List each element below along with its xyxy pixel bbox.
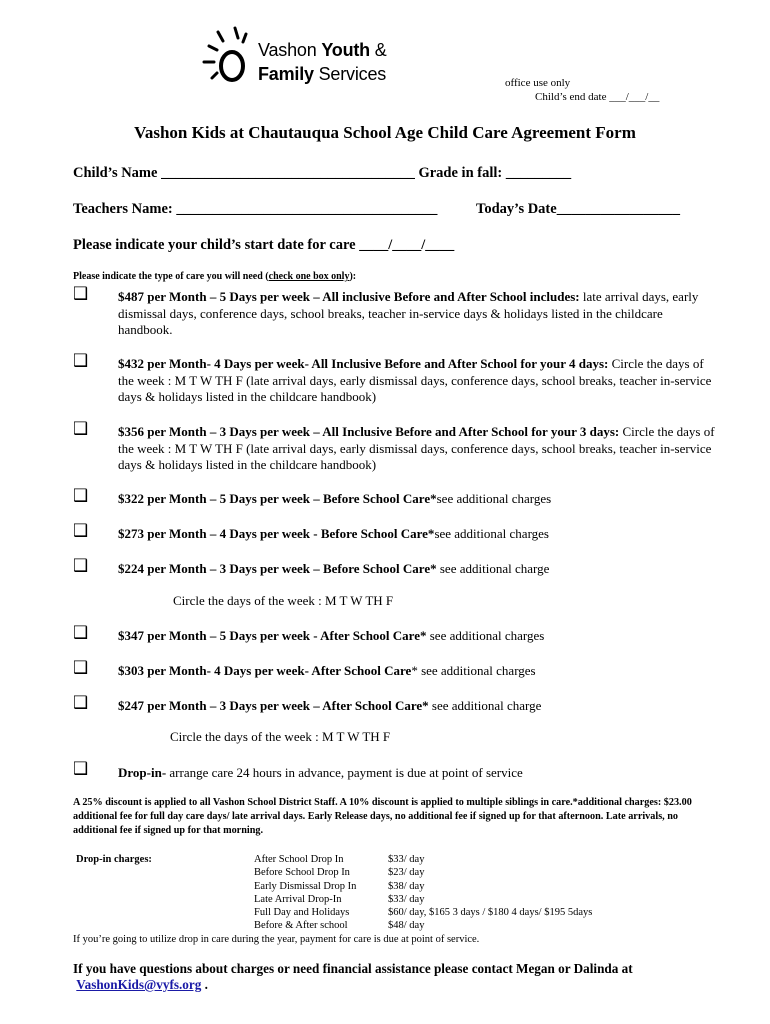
sun-figure-icon (200, 22, 260, 92)
checkbox-icon[interactable]: ❑ (73, 658, 89, 678)
checkbox-icon[interactable]: ❑ (73, 623, 89, 643)
checkbox-icon[interactable]: ❑ (73, 284, 89, 304)
org-name-line2: Family Services (258, 64, 387, 84)
option-224: $224 per Month – 3 Days per week – Before School Care* see additional charge (118, 561, 550, 576)
dropin-charges-label: Drop-in charges: (76, 854, 152, 865)
option-356: $356 per Month – 3 Days per week – All Inclusive Before and After School for your 3 days: Circle the days of the week : M T W TH F (late arrival days, early dismissal days, conference days, school breaks, teacher in-service days & holidays listed in the childcare handbook) (118, 424, 715, 472)
start-date-field[interactable]: Please indicate your child’s start date for care ____/____/____ (73, 237, 455, 253)
checkbox-icon[interactable]: ❑ (73, 351, 89, 371)
circle-days-before: Circle the days of the week : M T W TH F (173, 593, 394, 608)
checkbox-icon[interactable]: ❑ (73, 693, 89, 713)
option-432: $432 per Month- 4 Days per week- All Inclusive Before and After School for your 4 days: Circle the days of the week : M T W TH F (late arrival days, early dismissal days, conference days, school breaks, teacher in-service days & holidays listed in the childcare handbook) (118, 356, 712, 404)
option-347: $347 per Month – 5 Days per week - After School Care* see additional charges (118, 628, 545, 643)
end-date-field[interactable]: Child’s end date ___/___/__ (535, 91, 660, 103)
org-name-line1: Vashon Youth & (258, 40, 387, 60)
option-drop-in: Drop-in- arrange care 24 hours in advance, payment is due at point of service (118, 765, 523, 780)
checkbox-icon[interactable]: ❑ (73, 419, 89, 439)
org-logo (200, 22, 440, 92)
option-273: $273 per Month – 4 Days per week - Before School Care*see additional charges (118, 526, 549, 541)
teacher-name-field[interactable]: Teachers Name: ____________________________________ (73, 201, 438, 217)
email-link[interactable]: VashonKids@vyfs.org (76, 977, 202, 992)
office-use-box (505, 76, 659, 104)
payment-note: If you’re going to utilize drop in care during the year, payment for care is due at point of service. (73, 934, 480, 945)
checkbox-icon[interactable]: ❑ (73, 759, 89, 779)
checkbox-icon[interactable]: ❑ (73, 486, 89, 506)
child-name-field[interactable]: Child’s Name ___________________________________ Grade in fall: _________ (73, 165, 572, 181)
checkbox-icon[interactable]: ❑ (73, 521, 89, 541)
option-247: $247 per Month – 3 Days per week – After School Care* see additional charge (118, 698, 542, 713)
care-type-prompt: Please indicate the type of care you will need (check one box only): (73, 271, 357, 282)
circle-days-after: Circle the days of the week : M T W TH F (170, 729, 391, 744)
checkbox-icon[interactable]: ❑ (73, 556, 89, 576)
contact-info: If you have questions about charges or need financial assistance please contact Megan or Dalinda at VashonKids@vyfs.org . (73, 961, 633, 992)
option-487: $487 per Month – 5 Days per week – All inclusive Before and After School includes: late arrival days, early dismissal days, conference days, school breaks, teacher in-service days & holidays listed in the childcare handbook. (118, 289, 699, 337)
office-use-label: office use only (505, 77, 571, 89)
option-303: $303 per Month- 4 Days per week- After School Care* see additional charges (118, 663, 536, 678)
option-322: $322 per Month – 5 Days per week – Before School Care*see additional charges (118, 491, 552, 506)
discount-notice: A 25% discount is applied to all Vashon School District Staff. A 10% discount is applied to multiple siblings in care.*additional charges: $23.00 additional fee for full day care days/ late arrival days. Early Release days, no additional fee if signed up for that afternoon. Late arrivals, no additional fee if signed up for that morning. (73, 797, 692, 836)
form-title: Vashon Kids at Chautauqua School Age Child Care Agreement Form (134, 123, 636, 142)
today-date-field[interactable]: Today’s Date_________________ (476, 201, 680, 217)
